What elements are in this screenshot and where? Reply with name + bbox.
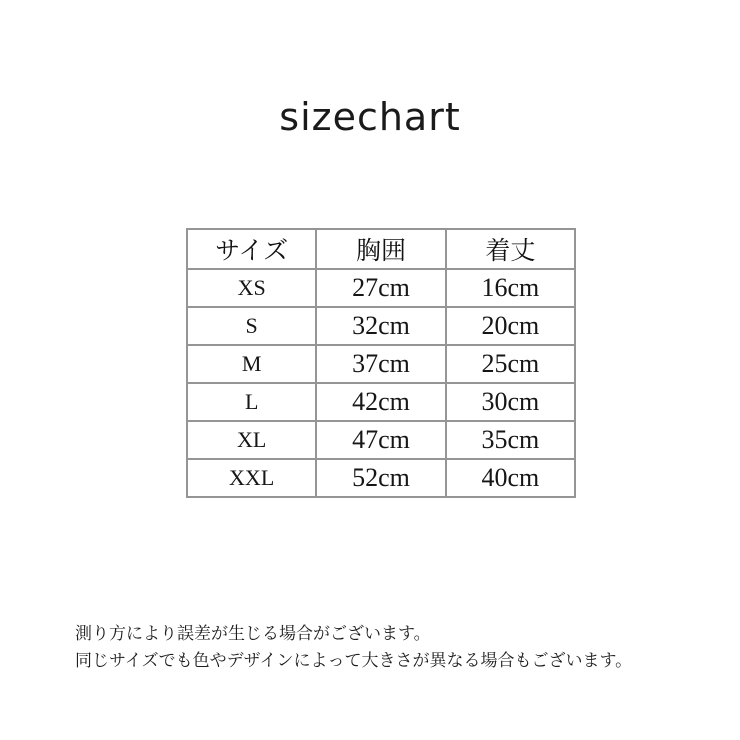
length-cell: 25cm bbox=[446, 345, 575, 383]
size-cell: L bbox=[187, 383, 316, 421]
chest-cell: 27cm bbox=[316, 269, 445, 307]
table-row bbox=[187, 269, 575, 307]
table-row bbox=[187, 383, 575, 421]
table-row bbox=[187, 459, 575, 497]
size-table bbox=[186, 228, 576, 498]
table-row bbox=[187, 421, 575, 459]
length-cell: 16cm bbox=[446, 269, 575, 307]
length-cell: 40cm bbox=[446, 459, 575, 497]
table-row bbox=[187, 345, 575, 383]
size-cell: M bbox=[187, 345, 316, 383]
size-cell: S bbox=[187, 307, 316, 345]
length-cell: 35cm bbox=[446, 421, 575, 459]
header-length: 着丈 bbox=[446, 229, 575, 269]
note-line-2: 同じサイズでも色やデザインによって大きさが異なる場合もございます。 bbox=[75, 651, 633, 670]
header-chest: 胸囲 bbox=[316, 229, 445, 269]
chest-cell: 42cm bbox=[316, 383, 445, 421]
size-cell: XXL bbox=[187, 459, 316, 497]
note-line-1: 測り方により誤差が生じる場合がございます。 bbox=[75, 624, 431, 643]
chest-cell: 47cm bbox=[316, 421, 445, 459]
measurement-notes bbox=[75, 620, 715, 674]
table-row bbox=[187, 307, 575, 345]
table-header-row bbox=[187, 229, 575, 269]
page-title: sizechart bbox=[279, 95, 461, 139]
header-size: サイズ bbox=[187, 229, 316, 269]
size-cell: XS bbox=[187, 269, 316, 307]
size-cell: XL bbox=[187, 421, 316, 459]
chest-cell: 37cm bbox=[316, 345, 445, 383]
length-cell: 30cm bbox=[446, 383, 575, 421]
length-cell: 20cm bbox=[446, 307, 575, 345]
chest-cell: 32cm bbox=[316, 307, 445, 345]
chest-cell: 52cm bbox=[316, 459, 445, 497]
